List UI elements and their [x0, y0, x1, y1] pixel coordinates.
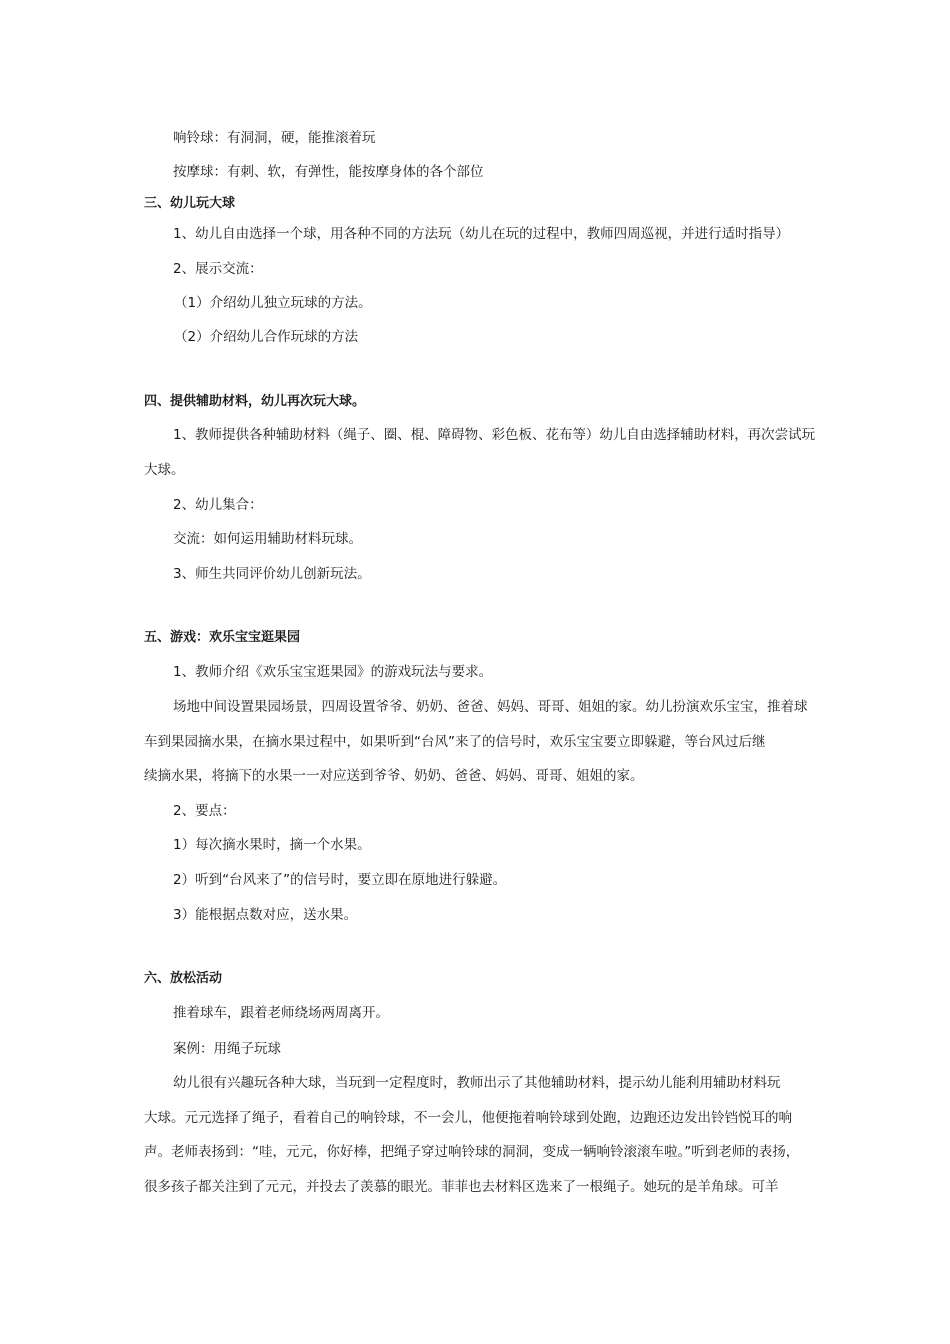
- text-line: 幼儿很有兴趣玩各种大球，当玩到一定程度时，教师出示了其他辅助材料，提示幼儿能利用辅助材料玩: [173, 1075, 781, 1091]
- text-line: 很多孩子都关注到了元元，并投去了羡慕的眼光。菲菲也去材料区选来了一根绳子。她玩的是羊角球。可羊: [144, 1179, 779, 1195]
- section-heading: 五、游戏：欢乐宝宝逛果园: [144, 630, 301, 645]
- text-line: 1、幼儿自由选择一个球，用各种不同的方法玩（幼儿在玩的过程中，教师四周巡视，并进行适时指导）: [173, 226, 790, 242]
- text-line: 车到果园摘水果，在摘水果过程中，如果听到“台风”来了的信号时，欢乐宝宝要立即躲避，等台风过后继: [144, 734, 766, 750]
- section-heading: 四、提供辅助材料，幼儿再次玩大球。: [144, 394, 366, 409]
- text-line: （2）介绍幼儿合作玩球的方法: [174, 329, 359, 345]
- text-line: 2）听到“台风来了”的信号时，要立即在原地进行躲避。: [173, 872, 507, 888]
- text-line: 场地中间设置果园场景，四周设置爷爷、奶奶、爸爸、妈妈、哥哥、姐姐的家。幼儿扮演欢乐宝宝，推着球: [173, 699, 808, 715]
- text-line: 声。老师表扬到：“哇，元元，你好棒，把绳子穿过响铃球的洞洞，变成一辆响铃滚滚车啦。”听到老师的表扬，: [144, 1144, 800, 1160]
- text-line: 2、要点：: [173, 803, 236, 819]
- text-line: 2、展示交流：: [173, 261, 263, 277]
- text-line: 3）能根据点数对应，送水果。: [173, 907, 358, 923]
- text-line: 续摘水果，将摘下的水果一一对应送到爷爷、奶奶、爸爸、妈妈、哥哥、姐姐的家。: [144, 768, 644, 784]
- text-line: 大球。元元选择了绳子，看着自己的响铃球，不一会儿，他便拖着响铃球到处跑，边跑还边发出铃铛悦耳的响: [144, 1110, 792, 1126]
- text-line: 推着球车，跟着老师绕场两周离开。: [173, 1005, 389, 1021]
- text-line: 按摩球：有刺、软，有弹性，能按摩身体的各个部位: [173, 164, 484, 180]
- text-line: 交流：如何运用辅助材料玩球。: [173, 531, 362, 547]
- section-heading: 三、幼儿玩大球: [144, 196, 236, 211]
- text-line: 案例：用绳子玩球: [173, 1041, 281, 1057]
- text-line: 1、教师提供各种辅助材料（绳子、圈、棍、障碍物、彩色板、花布等）幼儿自由选择辅助材料，再次尝试玩: [173, 427, 816, 443]
- text-line: 2、幼儿集合：: [173, 497, 263, 513]
- text-line: 1）每次摘水果时，摘一个水果。: [173, 837, 371, 853]
- section-heading: 六、放松活动: [144, 971, 223, 986]
- text-line: 大球。: [144, 462, 185, 478]
- text-line: 3、师生共同评价幼儿创新玩法。: [173, 566, 371, 582]
- text-line: 响铃球：有洞洞，硬，能推滚着玩: [173, 130, 376, 146]
- text-line: 1、教师介绍《欢乐宝宝逛果园》的游戏玩法与要求。: [173, 664, 493, 680]
- text-line: （1）介绍幼儿独立玩球的方法。: [174, 295, 372, 311]
